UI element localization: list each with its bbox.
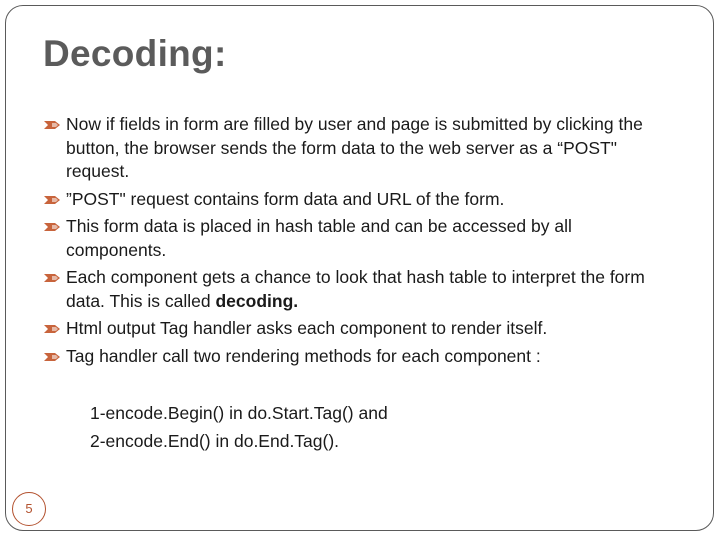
ribbon-bullet-icon (44, 351, 62, 363)
bullet-text: ”POST" request contains form data and URL of the form. (66, 188, 505, 209)
bullet-text: Each component gets a chance to look that hash table to interpret the form data. This is called (66, 267, 645, 311)
bullet-item (44, 215, 664, 262)
ribbon-bullet-icon (44, 272, 62, 284)
method-lines (90, 399, 388, 455)
bullet-item (44, 113, 664, 184)
ribbon-bullet-icon (44, 119, 62, 131)
page-number: 5 (12, 492, 46, 526)
method-line: 1-encode.Begin() in do.Start.Tag() and (90, 403, 388, 423)
bullet-text: Html output Tag handler asks each component to render itself. (66, 318, 548, 338)
bullet-text: This form data is placed in hash table and can be accessed by all components. (66, 216, 572, 260)
bullet-item (44, 266, 664, 313)
bullet-text: Tag handler call two rendering methods for each component : (66, 345, 541, 366)
method-line: 2-encode.End() in do.End.Tag(). (90, 431, 340, 451)
ribbon-bullet-icon (44, 194, 62, 206)
ribbon-bullet-icon (44, 221, 62, 233)
bullet-bold-term: decoding. (215, 290, 299, 311)
slide-title: Decoding: (43, 33, 227, 74)
bullet-item (44, 345, 664, 369)
bullet-item (44, 188, 664, 212)
ribbon-bullet-icon (44, 323, 62, 335)
bullet-list (44, 113, 664, 372)
bullet-item (44, 317, 664, 341)
bullet-text: Now if fields in form are filled by user and page is submitted by clicking the button, the browser sends the form data to the web server as a “POST" request. (66, 114, 643, 181)
